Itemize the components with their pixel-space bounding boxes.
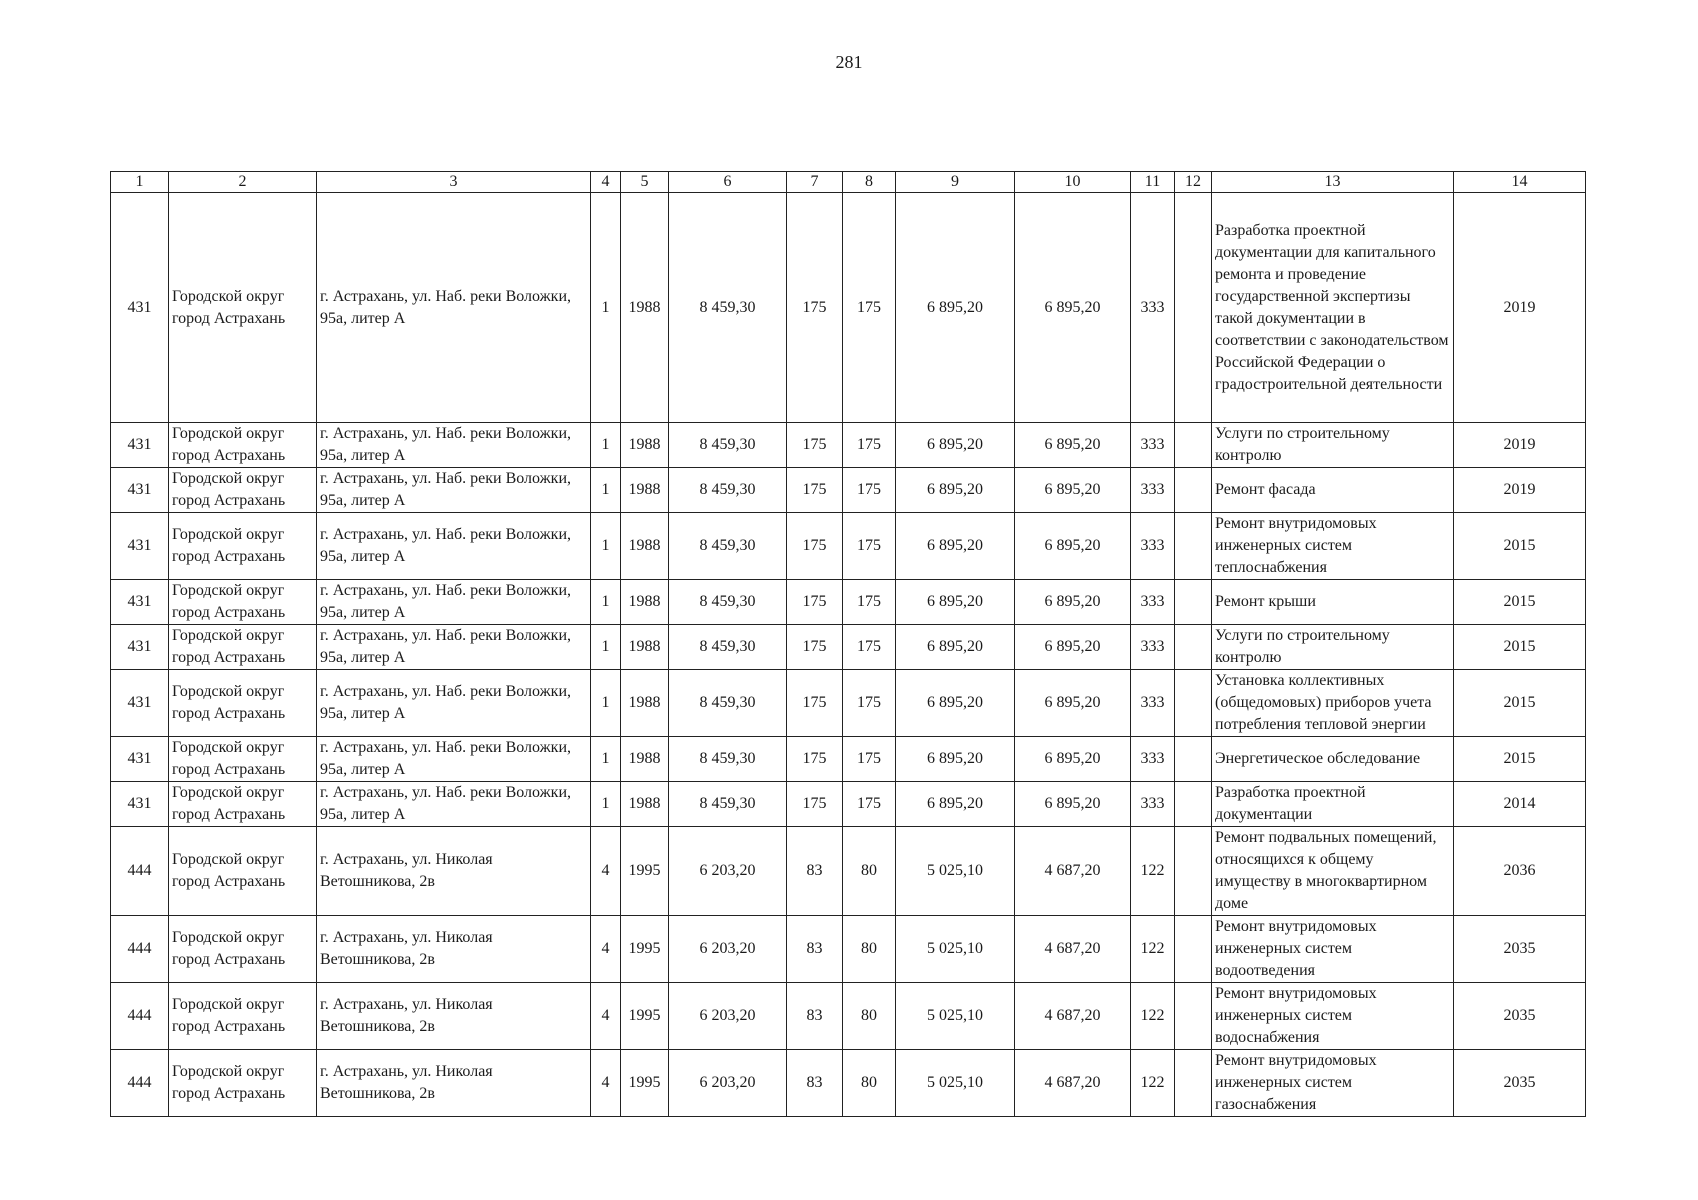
floors-cell: 1 [591,782,621,827]
residents-cell: 83 [787,983,843,1050]
floors-cell: 4 [591,916,621,983]
column-11-cell: 333 [1131,468,1175,513]
column-12-cell [1175,916,1212,983]
floors-cell: 1 [591,513,621,580]
apartments-cell: 175 [843,737,896,782]
construction-year-cell: 1988 [621,737,669,782]
repair-work-cell: Установка коллективных (общедомовых) приборов учета потребления тепловой энергии [1212,670,1454,737]
column-number: 2 [169,172,317,193]
residents-cell: 175 [787,782,843,827]
municipality-cell: Городской округ город Астрахань [169,468,317,513]
floors-cell: 4 [591,1050,621,1117]
total-area-cell: 8 459,30 [669,625,787,670]
residential-area-cell: 6 895,20 [1015,625,1131,670]
column-12-cell [1175,670,1212,737]
apartments-cell: 175 [843,670,896,737]
address-cell: г. Астрахань, ул. Наб. реки Воложки, 95а, литер А [317,737,591,782]
municipality-cell: Городской округ город Астрахань [169,580,317,625]
residential-area-cell: 6 895,20 [1015,580,1131,625]
apartments-cell: 175 [843,423,896,468]
row-number-cell: 431 [111,468,169,513]
table-row [111,983,1586,1050]
floors-cell: 1 [591,193,621,423]
work-year-cell: 2019 [1454,193,1586,423]
floors-cell: 4 [591,827,621,916]
municipality-cell: Городской округ город Астрахань [169,670,317,737]
repair-work-cell: Разработка проектной документации [1212,782,1454,827]
residential-area-cell: 6 895,20 [1015,670,1131,737]
total-area-cell: 6 203,20 [669,916,787,983]
living-area-cell: 5 025,10 [896,827,1015,916]
table-body [111,172,1586,1117]
work-year-cell: 2015 [1454,625,1586,670]
capital-repair-table [110,171,1586,1117]
row-number-cell: 431 [111,625,169,670]
apartments-cell: 175 [843,782,896,827]
construction-year-cell: 1988 [621,513,669,580]
column-11-cell: 122 [1131,827,1175,916]
work-year-cell: 2015 [1454,580,1586,625]
municipality-cell: Городской округ город Астрахань [169,737,317,782]
column-12-cell [1175,423,1212,468]
floors-cell: 1 [591,468,621,513]
row-number-cell: 431 [111,580,169,625]
construction-year-cell: 1988 [621,625,669,670]
row-number-cell: 431 [111,670,169,737]
column-11-cell: 333 [1131,625,1175,670]
row-number-cell: 431 [111,737,169,782]
municipality-cell: Городской округ город Астрахань [169,782,317,827]
work-year-cell: 2035 [1454,983,1586,1050]
total-area-cell: 8 459,30 [669,670,787,737]
work-year-cell: 2036 [1454,827,1586,916]
municipality-cell: Городской округ город Астрахань [169,827,317,916]
municipality-cell: Городской округ город Астрахань [169,423,317,468]
apartments-cell: 175 [843,513,896,580]
apartments-cell: 175 [843,468,896,513]
living-area-cell: 5 025,10 [896,1050,1015,1117]
living-area-cell: 5 025,10 [896,983,1015,1050]
construction-year-cell: 1988 [621,580,669,625]
municipality-cell: Городской округ город Астрахань [169,1050,317,1117]
page-number: 281 [835,52,863,72]
living-area-cell: 6 895,20 [896,423,1015,468]
floors-cell: 4 [591,983,621,1050]
living-area-cell: 6 895,20 [896,782,1015,827]
table-row [111,782,1586,827]
floors-cell: 1 [591,423,621,468]
apartments-cell: 175 [843,625,896,670]
column-number: 3 [317,172,591,193]
living-area-cell: 6 895,20 [896,737,1015,782]
column-number: 11 [1131,172,1175,193]
total-area-cell: 8 459,30 [669,737,787,782]
table-row [111,1050,1586,1117]
residents-cell: 83 [787,916,843,983]
living-area-cell: 5 025,10 [896,916,1015,983]
residents-cell: 175 [787,513,843,580]
column-number: 5 [621,172,669,193]
repair-work-cell: Ремонт внутридомовых инженерных систем газоснабжения [1212,1050,1454,1117]
work-year-cell: 2035 [1454,1050,1586,1117]
municipality-cell: Городской округ город Астрахань [169,916,317,983]
column-number-row [111,172,1586,193]
column-12-cell [1175,625,1212,670]
municipality-cell: Городской округ город Астрахань [169,193,317,423]
column-12-cell [1175,580,1212,625]
address-cell: г. Астрахань, ул. Наб. реки Воложки, 95а, литер А [317,423,591,468]
work-year-cell: 2015 [1454,737,1586,782]
column-12-cell [1175,782,1212,827]
residential-area-cell: 4 687,20 [1015,827,1131,916]
repair-work-cell: Энергетическое обследование [1212,737,1454,782]
column-12-cell [1175,737,1212,782]
total-area-cell: 6 203,20 [669,983,787,1050]
address-cell: г. Астрахань, ул. Наб. реки Воложки, 95а, литер А [317,782,591,827]
row-number-cell: 444 [111,827,169,916]
column-11-cell: 333 [1131,423,1175,468]
column-number: 9 [896,172,1015,193]
total-area-cell: 8 459,30 [669,513,787,580]
repair-work-cell: Разработка проектной документации для капитального ремонта и проведение государственной экспертизы такой документации в соответствии с законодательством Российской Федерации о градостроительной деятельности [1212,193,1454,423]
apartments-cell: 80 [843,827,896,916]
address-cell: г. Астрахань, ул. Наб. реки Воложки, 95а, литер А [317,625,591,670]
living-area-cell: 6 895,20 [896,670,1015,737]
construction-year-cell: 1988 [621,782,669,827]
repair-work-cell: Ремонт крыши [1212,580,1454,625]
total-area-cell: 6 203,20 [669,827,787,916]
column-12-cell [1175,1050,1212,1117]
column-11-cell: 122 [1131,983,1175,1050]
column-12-cell [1175,513,1212,580]
table-row [111,580,1586,625]
table-row [111,423,1586,468]
residents-cell: 83 [787,827,843,916]
table-row [111,193,1586,423]
address-cell: г. Астрахань, ул. Наб. реки Воложки, 95а, литер А [317,468,591,513]
column-number: 10 [1015,172,1131,193]
residential-area-cell: 4 687,20 [1015,1050,1131,1117]
column-number: 7 [787,172,843,193]
address-cell: г. Астрахань, ул. Наб. реки Воложки, 95а, литер А [317,193,591,423]
row-number-cell: 444 [111,916,169,983]
address-cell: г. Астрахань, ул. Наб. реки Воложки, 95а, литер А [317,513,591,580]
column-11-cell: 333 [1131,193,1175,423]
residential-area-cell: 4 687,20 [1015,983,1131,1050]
column-number: 4 [591,172,621,193]
floors-cell: 1 [591,625,621,670]
repair-work-cell: Ремонт внутридомовых инженерных систем водоснабжения [1212,983,1454,1050]
apartments-cell: 80 [843,983,896,1050]
table-row [111,625,1586,670]
construction-year-cell: 1995 [621,827,669,916]
repair-work-cell: Ремонт фасада [1212,468,1454,513]
table-row [111,468,1586,513]
row-number-cell: 444 [111,1050,169,1117]
row-number-cell: 431 [111,193,169,423]
repair-work-cell: Услуги по строительному контролю [1212,423,1454,468]
column-12-cell [1175,193,1212,423]
repair-work-cell: Ремонт внутридомовых инженерных систем теплоснабжения [1212,513,1454,580]
residents-cell: 175 [787,580,843,625]
residents-cell: 175 [787,193,843,423]
work-year-cell: 2014 [1454,782,1586,827]
living-area-cell: 6 895,20 [896,468,1015,513]
apartments-cell: 80 [843,916,896,983]
living-area-cell: 6 895,20 [896,193,1015,423]
construction-year-cell: 1995 [621,916,669,983]
repair-work-cell: Ремонт подвальных помещений, относящихся к общему имуществу в многоквартирном доме [1212,827,1454,916]
column-11-cell: 333 [1131,670,1175,737]
apartments-cell: 175 [843,580,896,625]
row-number-cell: 431 [111,513,169,580]
address-cell: г. Астрахань, ул. Николая Ветошникова, 2в [317,827,591,916]
residential-area-cell: 6 895,20 [1015,737,1131,782]
construction-year-cell: 1988 [621,670,669,737]
address-cell: г. Астрахань, ул. Наб. реки Воложки, 95а, литер А [317,670,591,737]
residents-cell: 175 [787,670,843,737]
column-number: 1 [111,172,169,193]
column-11-cell: 333 [1131,737,1175,782]
column-11-cell: 122 [1131,1050,1175,1117]
repair-work-cell: Ремонт внутридомовых инженерных систем водоотведения [1212,916,1454,983]
residential-area-cell: 6 895,20 [1015,423,1131,468]
floors-cell: 1 [591,670,621,737]
residents-cell: 175 [787,423,843,468]
living-area-cell: 6 895,20 [896,513,1015,580]
column-number: 12 [1175,172,1212,193]
table-row [111,513,1586,580]
residents-cell: 83 [787,1050,843,1117]
total-area-cell: 8 459,30 [669,193,787,423]
work-year-cell: 2019 [1454,423,1586,468]
municipality-cell: Городской округ город Астрахань [169,625,317,670]
repair-work-cell: Услуги по строительному контролю [1212,625,1454,670]
residential-area-cell: 6 895,20 [1015,468,1131,513]
residents-cell: 175 [787,468,843,513]
address-cell: г. Астрахань, ул. Николая Ветошникова, 2в [317,1050,591,1117]
floors-cell: 1 [591,737,621,782]
construction-year-cell: 1995 [621,1050,669,1117]
column-11-cell: 333 [1131,580,1175,625]
column-11-cell: 122 [1131,916,1175,983]
row-number-cell: 431 [111,782,169,827]
column-number: 13 [1212,172,1454,193]
construction-year-cell: 1988 [621,423,669,468]
row-number-cell: 431 [111,423,169,468]
apartments-cell: 80 [843,1050,896,1117]
table-row [111,916,1586,983]
municipality-cell: Городской округ город Астрахань [169,983,317,1050]
residents-cell: 175 [787,625,843,670]
construction-year-cell: 1988 [621,468,669,513]
column-number: 8 [843,172,896,193]
residents-cell: 175 [787,737,843,782]
construction-year-cell: 1988 [621,193,669,423]
row-number-cell: 444 [111,983,169,1050]
residential-area-cell: 6 895,20 [1015,193,1131,423]
table-row [111,827,1586,916]
address-cell: г. Астрахань, ул. Наб. реки Воложки, 95а, литер А [317,580,591,625]
work-year-cell: 2035 [1454,916,1586,983]
work-year-cell: 2015 [1454,513,1586,580]
table-row [111,670,1586,737]
municipality-cell: Городской округ город Астрахань [169,513,317,580]
address-cell: г. Астрахань, ул. Николая Ветошникова, 2в [317,916,591,983]
address-cell: г. Астрахань, ул. Николая Ветошникова, 2в [317,983,591,1050]
column-12-cell [1175,983,1212,1050]
table-row [111,737,1586,782]
column-12-cell [1175,827,1212,916]
total-area-cell: 6 203,20 [669,1050,787,1117]
residential-area-cell: 6 895,20 [1015,513,1131,580]
work-year-cell: 2015 [1454,670,1586,737]
total-area-cell: 8 459,30 [669,423,787,468]
column-number: 6 [669,172,787,193]
residential-area-cell: 6 895,20 [1015,782,1131,827]
living-area-cell: 6 895,20 [896,580,1015,625]
living-area-cell: 6 895,20 [896,625,1015,670]
floors-cell: 1 [591,580,621,625]
column-number: 14 [1454,172,1586,193]
residential-area-cell: 4 687,20 [1015,916,1131,983]
total-area-cell: 8 459,30 [669,782,787,827]
total-area-cell: 8 459,30 [669,580,787,625]
column-12-cell [1175,468,1212,513]
column-11-cell: 333 [1131,782,1175,827]
column-11-cell: 333 [1131,513,1175,580]
total-area-cell: 8 459,30 [669,468,787,513]
construction-year-cell: 1995 [621,983,669,1050]
work-year-cell: 2019 [1454,468,1586,513]
apartments-cell: 175 [843,193,896,423]
